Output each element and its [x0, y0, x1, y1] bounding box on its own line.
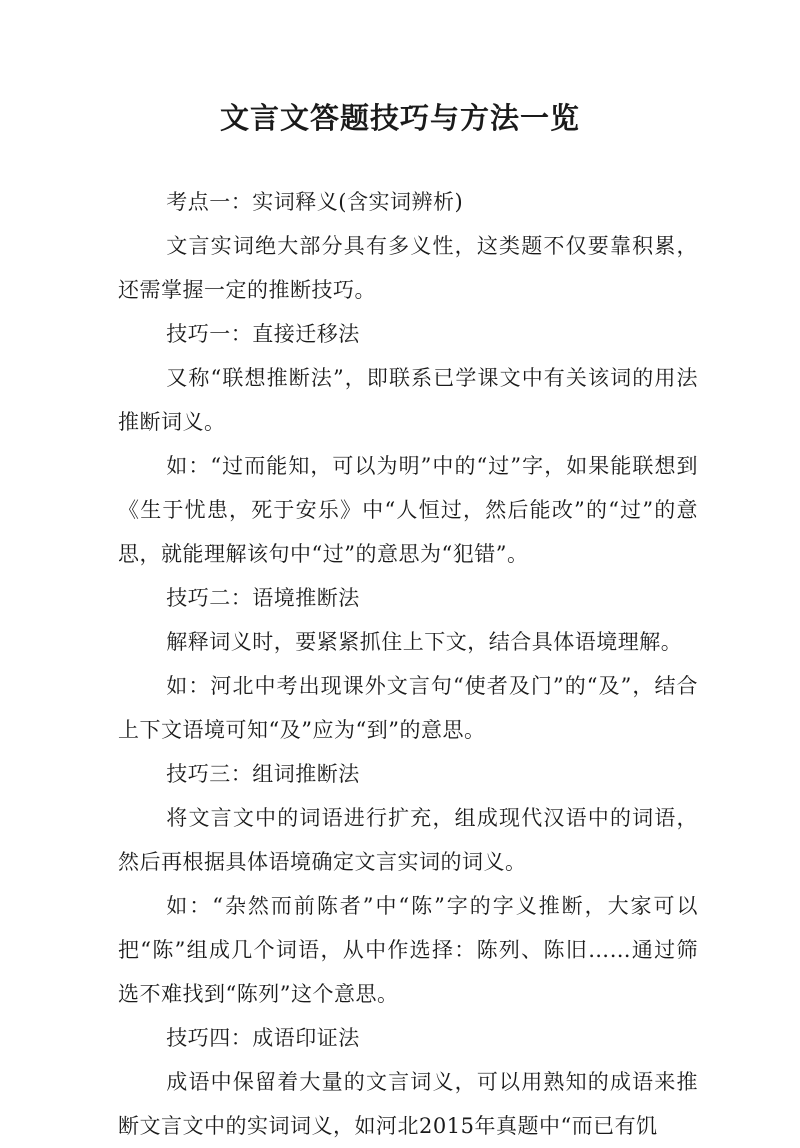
technique-heading: 技巧四：成语印证法	[166, 1026, 360, 1050]
paragraph: 又称“联想推断法”，即联系已学课文中有关该词的用法推断词义。	[118, 366, 698, 434]
paragraph: 将文言文中的词语进行扩充，组成现代汉语中的词语，然后再根据具体语境确定文言实词的词义。	[118, 806, 698, 874]
technique-heading: 技巧三：组词推断法	[166, 762, 360, 786]
paragraph: 解释词义时，要紧紧抓住上下文，结合具体语境理解。	[166, 630, 683, 654]
paragraph: 成语中保留着大量的文言词义，可以用熟知的成语来推断文言文中的实词词义，如河北2015年真题中“而已有饥	[118, 1070, 698, 1138]
paragraph: 文言实词绝大部分具有多义性，这类题不仅要靠积累，还需掌握一定的推断技巧。	[118, 234, 698, 302]
technique-heading: 技巧一：直接迁移法	[166, 322, 360, 346]
example-paragraph: 如：河北中考出现课外文言句“使者及门”的“及”，结合上下文语境可知“及”应为“到”的意思。	[118, 674, 698, 742]
example-paragraph: 如：“过而能知，可以为明”中的“过”字，如果能联想到《生于忧患，死于安乐》中“人恒过，然后能改”的“过”的意思，就能理解该句中“过”的意思为“犯错”。	[118, 454, 698, 566]
document-title: 文言文答题技巧与方法一览	[219, 101, 580, 135]
technique-heading: 技巧二：语境推断法	[166, 586, 360, 610]
example-paragraph: 如：“杂然而前陈者”中“陈”字的字义推断，大家可以把“陈”组成几个词语，从中作选择：陈列、陈旧……通过筛选不难找到“陈列”这个意思。	[118, 894, 698, 1006]
section-heading: 考点一：实词释义(含实词辨析)	[166, 190, 464, 214]
document-body	[118, 180, 698, 1148]
